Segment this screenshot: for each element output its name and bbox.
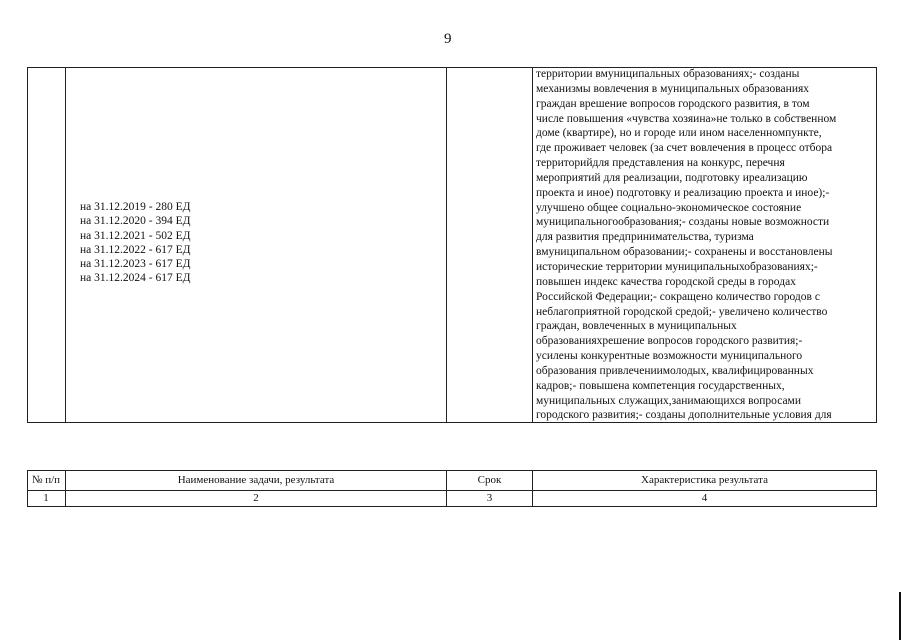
desc-line: городского развития;- созданы дополнительные условия для <box>536 409 832 422</box>
desc-line: граждан, вовлеченных в муниципальных <box>536 320 737 333</box>
desc-line: Российской Федерации;- сокращено количество городов с <box>536 290 820 303</box>
header-num-3: 3 <box>486 492 493 504</box>
page-number: 9 <box>444 31 452 47</box>
desc-line: повышен индекс качества городской среды в городах <box>536 275 796 288</box>
header-col-number: № п/п <box>31 474 61 486</box>
desc-line: исторические территории муниципальныхобразованиях;- <box>536 260 818 273</box>
target-value-2022: на 31.12.2022 - 617 ЕД <box>80 243 191 256</box>
header-num-4: 4 <box>701 492 708 504</box>
desc-line: мероприятий для реализации, подготовку иреализацию <box>536 171 808 184</box>
header-num-2: 2 <box>253 492 259 504</box>
target-value-2021: на 31.12.2021 - 502 ЕД <box>80 229 191 242</box>
desc-line: граждан врешение вопросов городского развития, в том <box>536 97 810 110</box>
desc-line: улучшено общее социально-экономическое состояние <box>536 201 802 214</box>
column-divider-3 <box>532 67 533 423</box>
desc-line: доме (квартире), но и городе или ином населенномпункте, <box>536 127 822 140</box>
desc-line: проекта и иное) подготовку и реализацию проекта и иное);- <box>536 186 830 199</box>
desc-line: кадров;- повышена компетенция государственных, <box>536 379 785 392</box>
target-values <box>80 200 190 286</box>
desc-line: числе повышения «чувства хозяина»не только в собственном <box>536 112 837 125</box>
desc-line: где проживает человек (за счет вовлечения в процесс отбора <box>536 142 833 155</box>
desc-line: для развития предпринимательства, туризма <box>536 231 754 244</box>
desc-line: муниципальных служащих,занимающихся вопросами <box>536 394 801 407</box>
desc-line: вмуниципальном образовании;- сохранены и восстановлены <box>536 246 833 259</box>
header-row-divider <box>27 490 877 491</box>
scan-edge-mark <box>899 592 901 640</box>
desc-line: неблагоприятной городской средой;- увеличено количество <box>536 305 828 318</box>
header-num-1: 1 <box>43 492 49 504</box>
desc-line: образования привлечениимолодых, квалифицированных <box>536 364 814 377</box>
desc-line: территории вмуниципальных образованиях;- созданы <box>536 68 800 80</box>
desc-line: территорийдля представления на конкурс, перечня <box>536 157 785 170</box>
header-col-task-name: Наименование задачи, результата <box>177 474 335 486</box>
desc-line: усилены конкурентные возможности муниципального <box>536 350 803 363</box>
target-value-2023: на 31.12.2023 - 617 ЕД <box>80 258 191 271</box>
header-col-result-characteristic: Характеристика результата <box>641 474 768 486</box>
result-characteristic-text <box>536 67 870 423</box>
header-col-deadline: Срок <box>477 474 502 486</box>
target-value-2019: на 31.12.2019 - 280 ЕД <box>80 201 191 213</box>
target-value-2024: на 31.12.2024 - 617 ЕД <box>80 272 191 285</box>
target-value-2020: на 31.12.2020 - 394 ЕД <box>80 215 191 228</box>
column-divider-2 <box>446 67 447 423</box>
column-divider-1 <box>65 67 66 423</box>
desc-line: механизмы вовлечения в муниципальных образованиях <box>536 82 810 95</box>
desc-line: муниципальногообразования;- созданы новые возможности <box>536 216 830 229</box>
desc-line: образованияхрешение вопросов городского развития;- <box>536 335 803 348</box>
